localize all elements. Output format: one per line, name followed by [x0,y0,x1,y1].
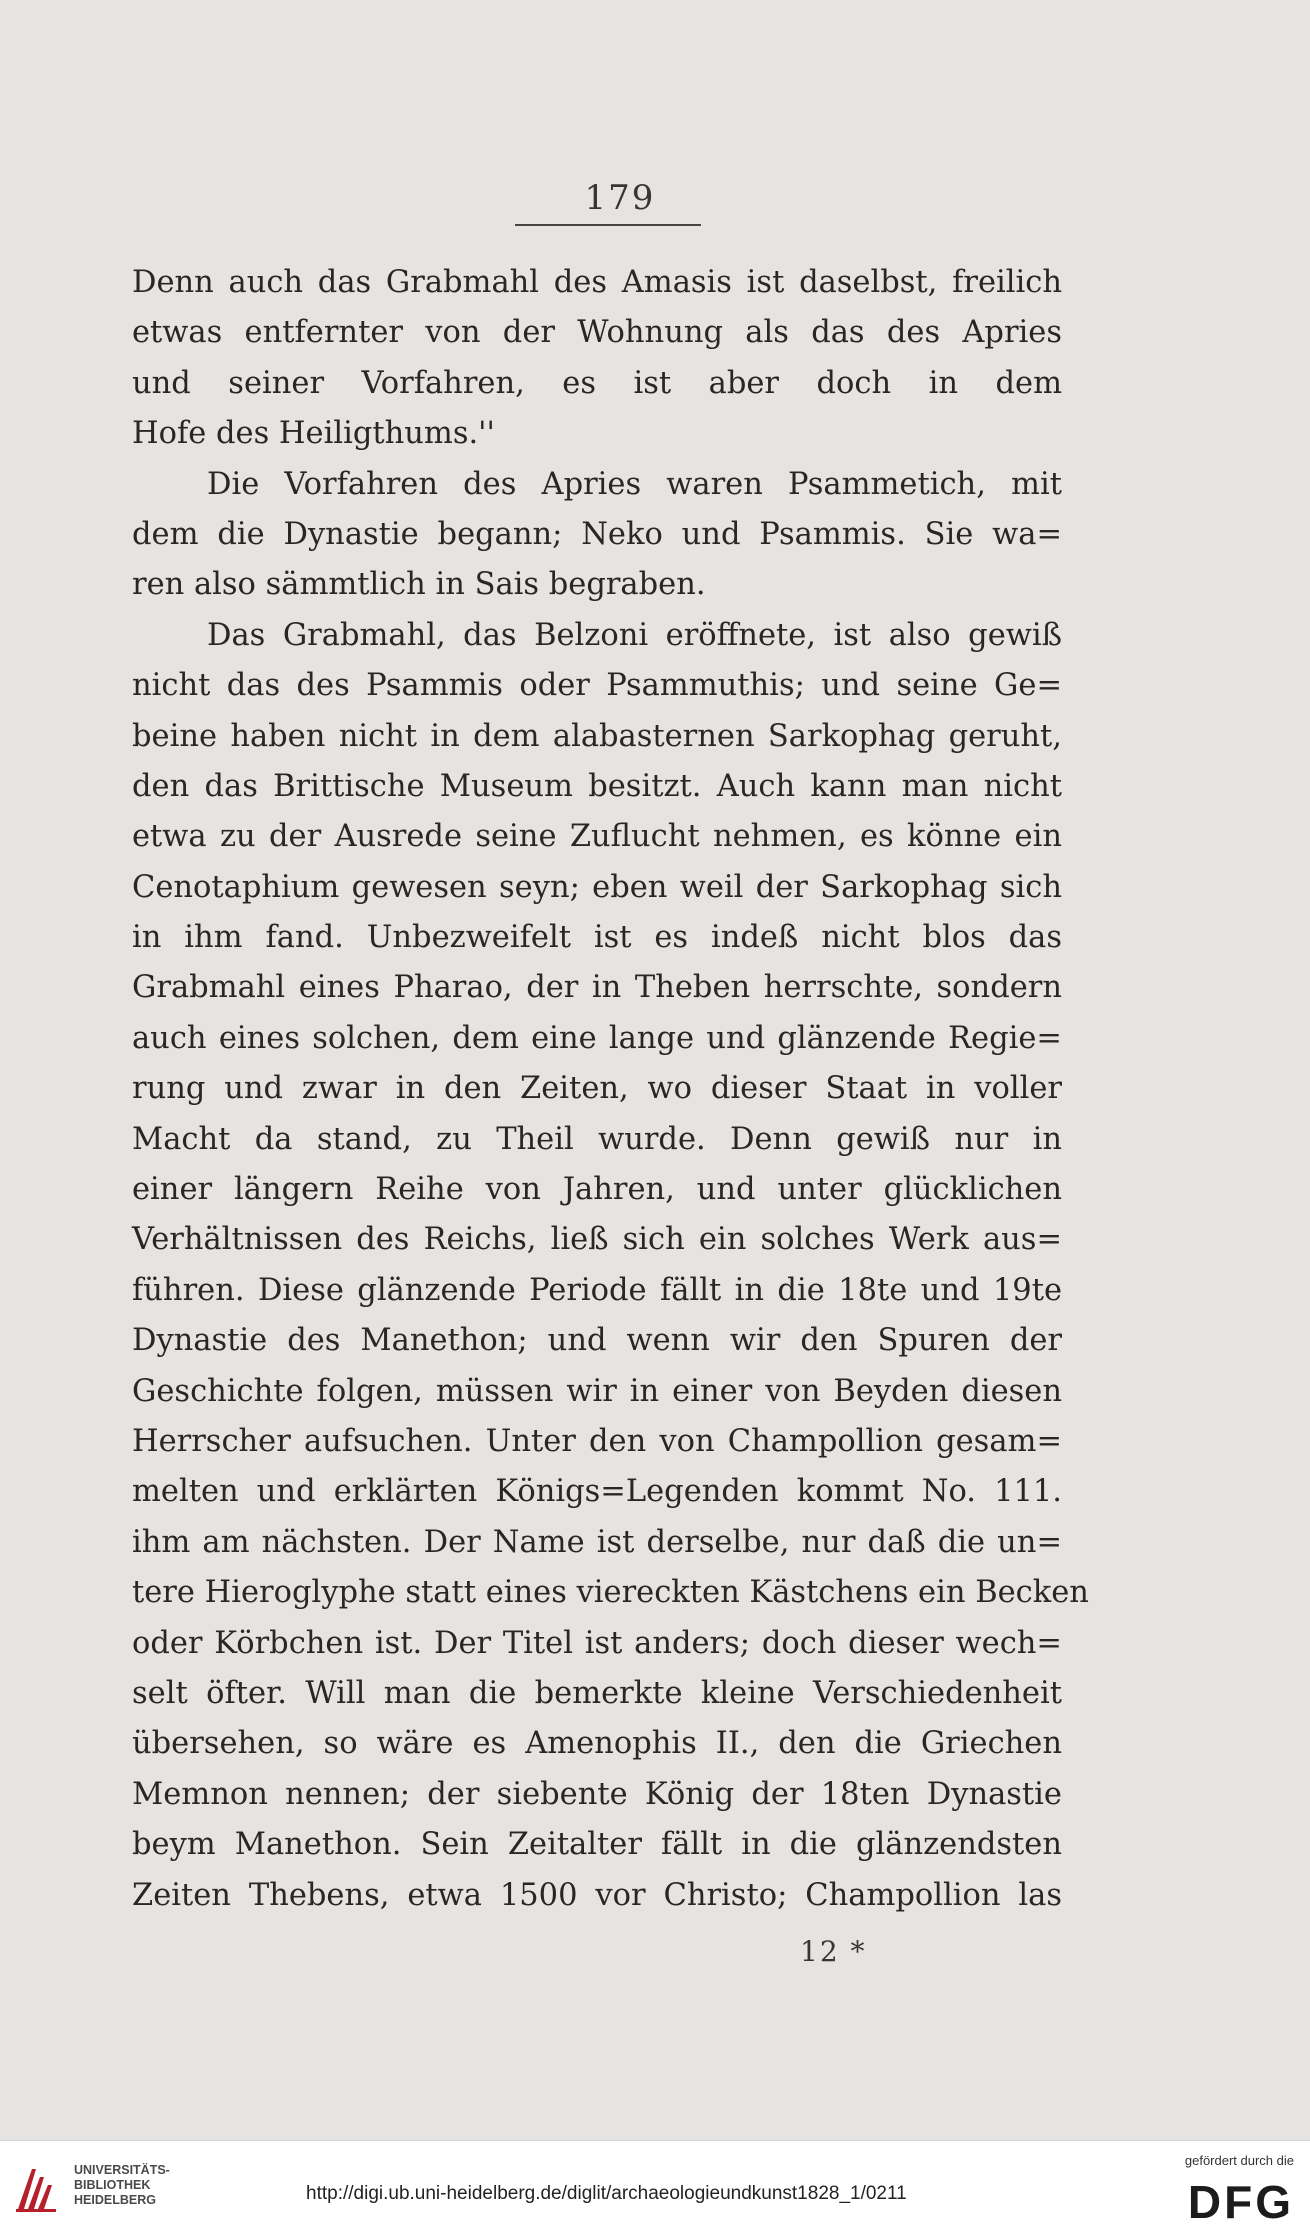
library-name [74,2163,170,2208]
text-line: Memnon nennen; der siebente König der 18ten Dynastie [132,1776,1062,1812]
text-line: beine haben nicht in dem alabasternen Sarkophag geruht, [132,718,1062,754]
text-line: beym Manethon. Sein Zeitalter fällt in die glänzendsten [132,1827,1062,1863]
body-text [132,258,1089,1921]
text-line: melten und erklärten Königs=Legenden kommt No. 111. [132,1474,1062,1510]
text-line: führen. Diese glänzende Periode fällt in die 18te und 19te [132,1272,1062,1308]
funded-by-label: gefördert durch die [1184,2153,1294,2168]
text-line: Das Grabmahl, das Belzoni eröffnete, ist also gewiß [207,617,1062,653]
library-name-line: BIBLIOTHEK [74,2178,151,2192]
text-line: in ihm fand. Unbezweifelt ist es indeß nicht blos das [132,920,1062,956]
text-line: den das Brittische Museum besitzt. Auch kann man nicht [132,768,1062,804]
text-line: einer längern Reihe von Jahren, und unter glücklichen [132,1172,1062,1208]
signature-mark: 12 * [800,1935,867,1968]
text-line: übersehen, so wäre es Amenophis II., den die Griechen [132,1726,1062,1762]
text-line: oder Körbchen ist. Der Titel ist anders; doch dieser wech= [132,1625,1062,1661]
footer-bar [0,2140,1310,2237]
source-url-link[interactable]: http://digi.ub.uni-heidelberg.de/diglit/archaeologieundkunst1828_1/0211 [306,2183,907,2204]
text-line: ihm am nächsten. Der Name ist derselbe, nur daß die un= [132,1524,1062,1560]
text-line: Dynastie des Manethon; und wenn wir den Spuren der [132,1323,1062,1359]
text-line: Herrscher aufsuchen. Unter den von Champollion gesam= [132,1423,1062,1459]
text-line: Grabmahl eines Pharao, der in Theben herrschte, sondern [132,970,1062,1006]
text-line: Zeiten Thebens, etwa 1500 vor Christo; Champollion las [132,1877,1062,1913]
text-line: ren also sämmtlich in Sais begraben. [132,567,706,603]
text-line: Geschichte folgen, müssen wir in einer von Beyden diesen [132,1373,1062,1409]
text-line: Denn auch das Grabmahl des Amasis ist daselbst, freilich [132,265,1062,300]
text-line: Verhältnissen des Reichs, ließ sich ein solches Werk aus= [132,1222,1062,1258]
text-line: tere Hieroglyphe statt eines viereckten Kästchens ein Becken [132,1575,1089,1611]
text-line: rung und zwar in den Zeiten, wo dieser Staat in voller [132,1071,1062,1107]
library-name-line: UNIVERSITÄTS- [74,2163,170,2177]
text-line: Macht da stand, zu Theil wurde. Denn gewiß nur in [132,1121,1062,1157]
text-line: Die Vorfahren des Apries waren Psammetich, mit [207,466,1062,502]
page-number-rule [515,224,701,226]
page-number: 179 [584,178,656,218]
text-line: Hofe des Heiligthums.'' [132,416,495,452]
text-line: nicht das des Psammis oder Psammuthis; und seine Ge= [132,668,1062,704]
dfg-logo-icon: DFG [1187,2176,1294,2228]
library-name-line: HEIDELBERG [74,2193,156,2207]
text-line: etwas entfernter von der Wohnung als das des Apries [132,315,1062,351]
text-line: und seiner Vorfahren, es ist aber doch in dem [132,365,1062,401]
university-library-logo-icon [12,2163,64,2215]
text-line: selt öfter. Will man die bemerkte kleine Verschiedenheit [132,1675,1062,1711]
text-line: etwa zu der Ausrede seine Zuflucht nehmen, es könne ein [132,819,1062,855]
text-line: auch eines solchen, dem eine lange und glänzende Regie= [132,1020,1062,1056]
text-line: Cenotaphium gewesen seyn; eben weil der Sarkophag sich [132,869,1062,905]
text-line: dem die Dynastie begann; Neko und Psammis. Sie wa= [132,516,1062,552]
